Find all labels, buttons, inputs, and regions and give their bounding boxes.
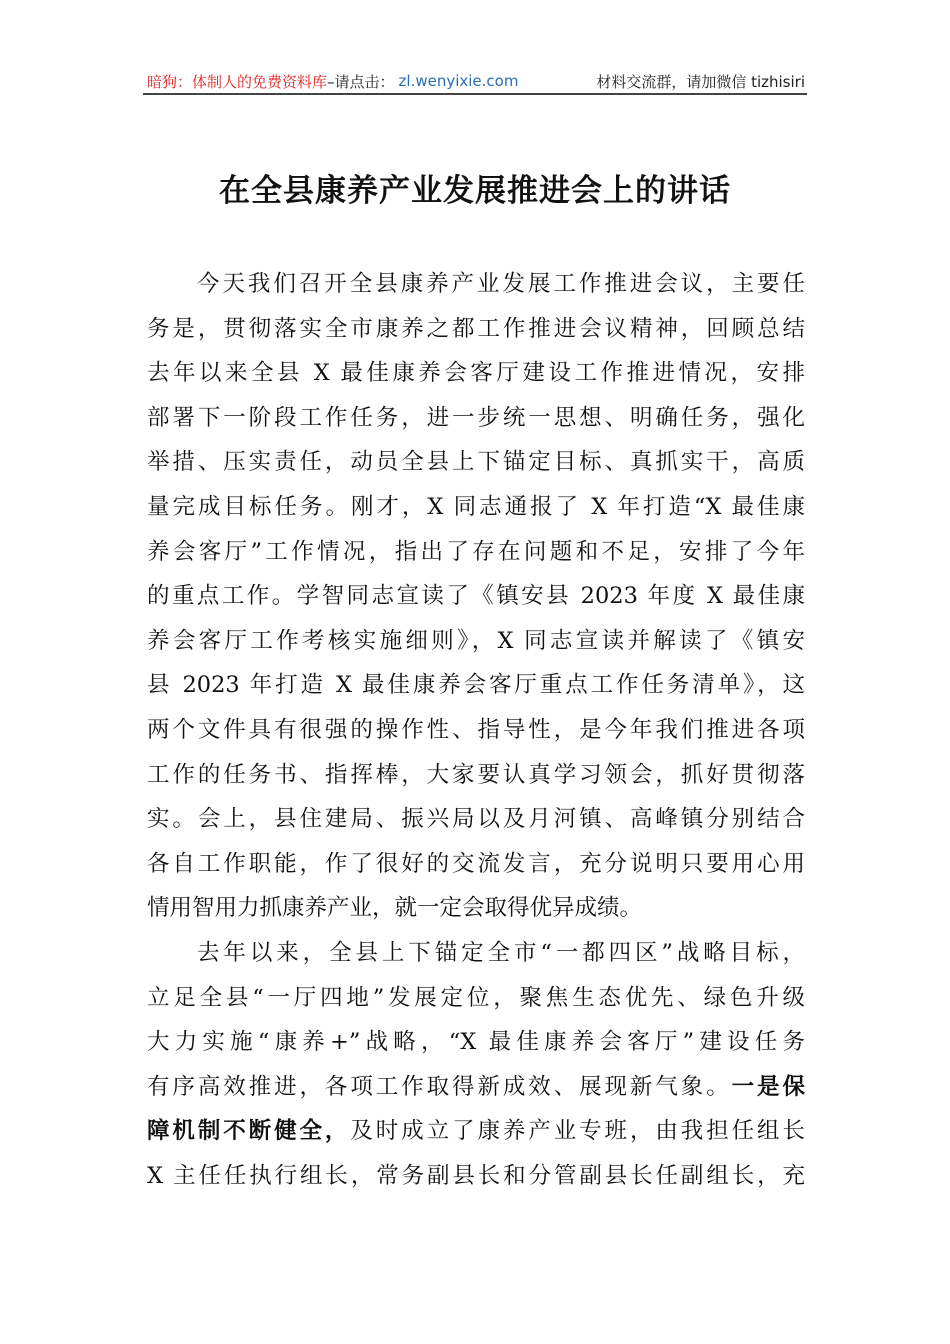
paragraph-line [147, 1065, 805, 1110]
paragraph-line: 情用智用力抓康养产业，就一定会取得优异成绩。 [147, 895, 643, 922]
line-text: 及时成立了康养产业专班，由我担任组长 [350, 1118, 805, 1145]
promo-link[interactable]: zl.wenyixie.com [398, 72, 519, 90]
paragraph-line: 大力实施“康养+”战略，“X 最佳康养会客厅”建设任务 [147, 1029, 805, 1056]
document-body [147, 262, 805, 1198]
paragraph-line: 各自工作职能，作了很好的交流发言，充分说明只要用心用 [147, 850, 805, 877]
paragraph-line: X 主任任执行组长，常务副县长和分管副县长任副组长，充 [147, 1162, 805, 1189]
paragraph-line: 的重点工作。学智同志宣读了《镇安县 2023 年度 X 最佳康 [147, 583, 805, 610]
paragraph-line: 实。会上，县住建局、振兴局以及月河镇、高峰镇分别结合 [147, 806, 805, 833]
paragraph-line: 量完成目标任务。刚才，X 同志通报了 X 年打造“X 最佳康 [147, 493, 805, 520]
bold-heading-text: 障机制不断健全， [147, 1118, 351, 1145]
header-divider [143, 93, 807, 95]
bold-heading-text: 一是保 [731, 1073, 805, 1100]
paragraph-line: 去年以来全县 X 最佳康养会客厅建设工作推进情况，安排 [147, 360, 805, 387]
line-text: 有序高效推进，各项工作取得新成效、展现新气象。 [147, 1073, 732, 1100]
paragraph-line: 两个文件具有很强的操作性、指导性，是今年我们推进各项 [147, 716, 805, 743]
paragraph-line: 部署下一阶段工作任务，进一步统一思想、明确任务，强化 [147, 404, 805, 431]
paragraph-line: 立足全县“一厅四地”发展定位，聚焦生态优先、绿色升级 [147, 984, 805, 1011]
promo-click-text: –请点击： [327, 72, 395, 91]
paragraph-line: 县 2023 年打造 X 最佳康养会客厅重点工作任务清单》，这 [147, 672, 805, 699]
paragraph-line [147, 1109, 805, 1154]
paragraph-line: 去年以来，全县上下锚定全市“一都四区”战略目标， [197, 939, 805, 966]
paragraph-line: 养会客厅”工作情况，指出了存在问题和不足，安排了今年 [147, 538, 805, 565]
watermark-header [147, 70, 805, 92]
document-title: 在全县康养产业发展推进会上的讲话 [219, 173, 731, 209]
promo-text: 暗狗：体制人的免费资料库 [147, 72, 328, 91]
paragraph-line: 养会客厅工作考核实施细则》，X 同志宣读并解读了《镇安 [147, 627, 805, 654]
paragraph-line: 举措、压实责任，动员全县上下锚定目标、真抓实干，高质 [147, 449, 805, 476]
paragraph-line: 工作的任务书、指挥棒，大家要认真学习领会，抓好贯彻落 [147, 761, 805, 788]
paragraph-line: 务是，贯彻落实全市康养之都工作推进会议精神，回顾总结 [147, 315, 805, 342]
promo-right-text: 材料交流群，请加微信 tizhisiri [596, 72, 805, 91]
paragraph-line: 今天我们召开全县康养产业发展工作推进会议，主要任 [197, 271, 805, 297]
